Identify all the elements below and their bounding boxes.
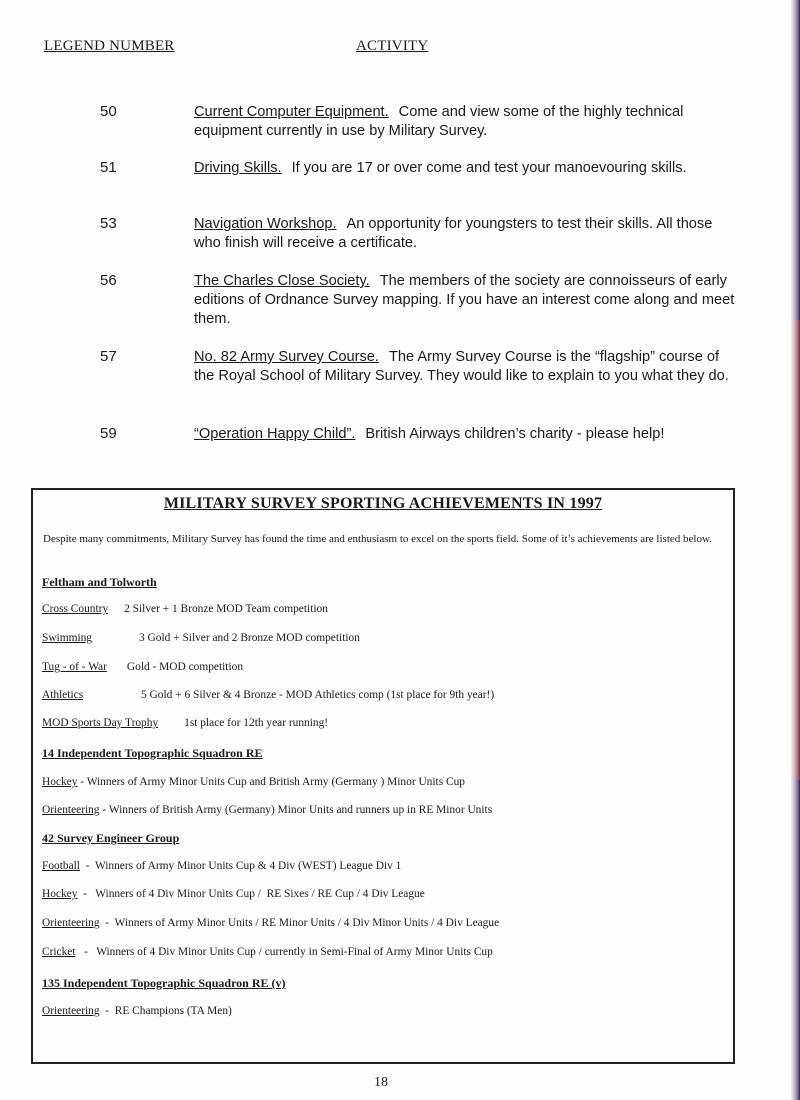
sport-result: Gold - MOD competition xyxy=(126,661,244,673)
activity-description: The Army Survey Course is the “flagship” course of the Royal School of Military Survey. They would like to explain to you what they do. xyxy=(194,349,729,384)
activity-title: The Charles Close Society. xyxy=(194,273,370,289)
sport-result: - RE Champions (TA Men) xyxy=(99,1005,232,1017)
sport-result: 3 Gold + Silver and 2 Bronze MOD competition xyxy=(139,632,360,644)
section-heading-feltham: Feltham and Tolworth xyxy=(42,575,157,589)
legend-number: 56 xyxy=(100,272,117,289)
sport-label: Hockey xyxy=(42,776,78,788)
legend-number: 59 xyxy=(100,425,117,442)
achievement-line xyxy=(42,689,494,701)
activity-description: Come and view some of the highly technical equipment currently in use by Military Survey. xyxy=(194,104,684,139)
activity-text xyxy=(194,215,739,253)
sport-result: - Winners of Army Minor Units Cup and British Army (Germany ) Minor Units Cup xyxy=(77,776,465,788)
legend-number: 57 xyxy=(100,348,117,365)
sport-label: Orienteering xyxy=(42,1005,100,1017)
achievement-line xyxy=(42,804,492,816)
activity-text xyxy=(194,103,739,141)
sport-label: Orienteering xyxy=(42,804,100,816)
sport-result: - Winners of 4 Div Minor Units Cup / currently in Semi-Final of Army Minor Units Cup xyxy=(75,946,493,958)
activity-text xyxy=(194,348,739,386)
activity-title: No. 82 Army Survey Course. xyxy=(194,349,379,365)
sport-label: Swimming xyxy=(42,632,93,644)
achievement-line xyxy=(42,632,360,644)
page-number: 18 xyxy=(374,1075,388,1090)
activity-title: Current Computer Equipment. xyxy=(194,104,389,120)
achievement-line xyxy=(42,888,425,900)
sporting-achievements-box xyxy=(31,488,735,1064)
page-edge-tint xyxy=(791,320,800,780)
achievement-line xyxy=(42,776,465,788)
activity-description: An opportunity for youngsters to test their skills. All those who finish will receive a certificate. xyxy=(194,216,713,251)
activity-title: “Operation Happy Child”. xyxy=(194,426,356,442)
legend-number: 50 xyxy=(100,103,117,120)
sport-label: Football xyxy=(42,860,80,872)
activity-title: Navigation Workshop. xyxy=(194,216,337,232)
achievement-line xyxy=(42,946,493,958)
activity-text xyxy=(194,159,699,178)
page-edge-shadow xyxy=(791,0,800,1100)
activity-title: Driving Skills. xyxy=(194,160,282,176)
sport-label: Tug - of - War xyxy=(42,661,107,673)
legend-number-header: LEGEND NUMBER xyxy=(44,38,175,54)
achievement-line xyxy=(42,661,243,673)
legend-number: 51 xyxy=(100,159,117,176)
sport-label: Athletics xyxy=(42,689,84,701)
sport-result: - Winners of 4 Div Minor Units Cup / RE Sixes / RE Cup / 4 Div League xyxy=(77,888,425,900)
sport-label: Cricket xyxy=(42,946,76,958)
sport-result: 2 Silver + 1 Bronze MOD Team competition xyxy=(124,603,328,615)
activity-text xyxy=(194,425,754,444)
activity-text xyxy=(194,272,739,329)
activity-description: If you are 17 or over come and test your manoevouring skills. xyxy=(291,160,687,176)
activity-description: British Airways children’s charity - please help! xyxy=(365,426,665,442)
achievement-line xyxy=(42,917,499,929)
section-heading-135-squadron: 135 Independent Topographic Squadron RE (v) xyxy=(42,976,286,990)
activity-header: ACTIVITY xyxy=(356,38,429,54)
achievement-line xyxy=(42,860,401,872)
achievement-line xyxy=(42,1005,232,1017)
achievement-line xyxy=(42,717,328,729)
sport-label: Hockey xyxy=(42,888,78,900)
achievement-line xyxy=(42,603,328,615)
sport-label: Orienteering xyxy=(42,917,100,929)
achievements-intro: Despite many commitments, Military Survey has found the time and enthusiasm to excel on the sports field. Some of it’s achievements are listed below. xyxy=(43,533,712,545)
sport-result: - Winners of Army Minor Units Cup & 4 Div (WEST) League Div 1 xyxy=(79,860,402,872)
sport-result: 1st place for 12th year running! xyxy=(184,717,329,729)
achievements-title: MILITARY SURVEY SPORTING ACHIEVEMENTS IN 1997 xyxy=(163,495,603,512)
legend-number: 53 xyxy=(100,215,117,232)
activity-description: The members of the society are connoisseurs of early editions of Ordnance Survey mapping. If you have an interest come along and meet them. xyxy=(194,273,735,327)
sport-label: MOD Sports Day Trophy xyxy=(42,717,159,729)
sport-result: 5 Gold + 6 Silver & 4 Bronze - MOD Athletics comp (1st place for 9th year!) xyxy=(141,689,495,701)
section-heading-42-group: 42 Survey Engineer Group xyxy=(42,831,180,845)
section-heading-14-squadron: 14 Independent Topographic Squadron RE xyxy=(42,746,263,760)
sport-label: Cross Country xyxy=(42,603,109,615)
sport-result: - Winners of British Army (Germany) Minor Units and runners up in RE Minor Units xyxy=(99,804,493,816)
sport-result: - Winners of Army Minor Units / RE Minor Units / 4 Div Minor Units / 4 Div League xyxy=(99,917,500,929)
